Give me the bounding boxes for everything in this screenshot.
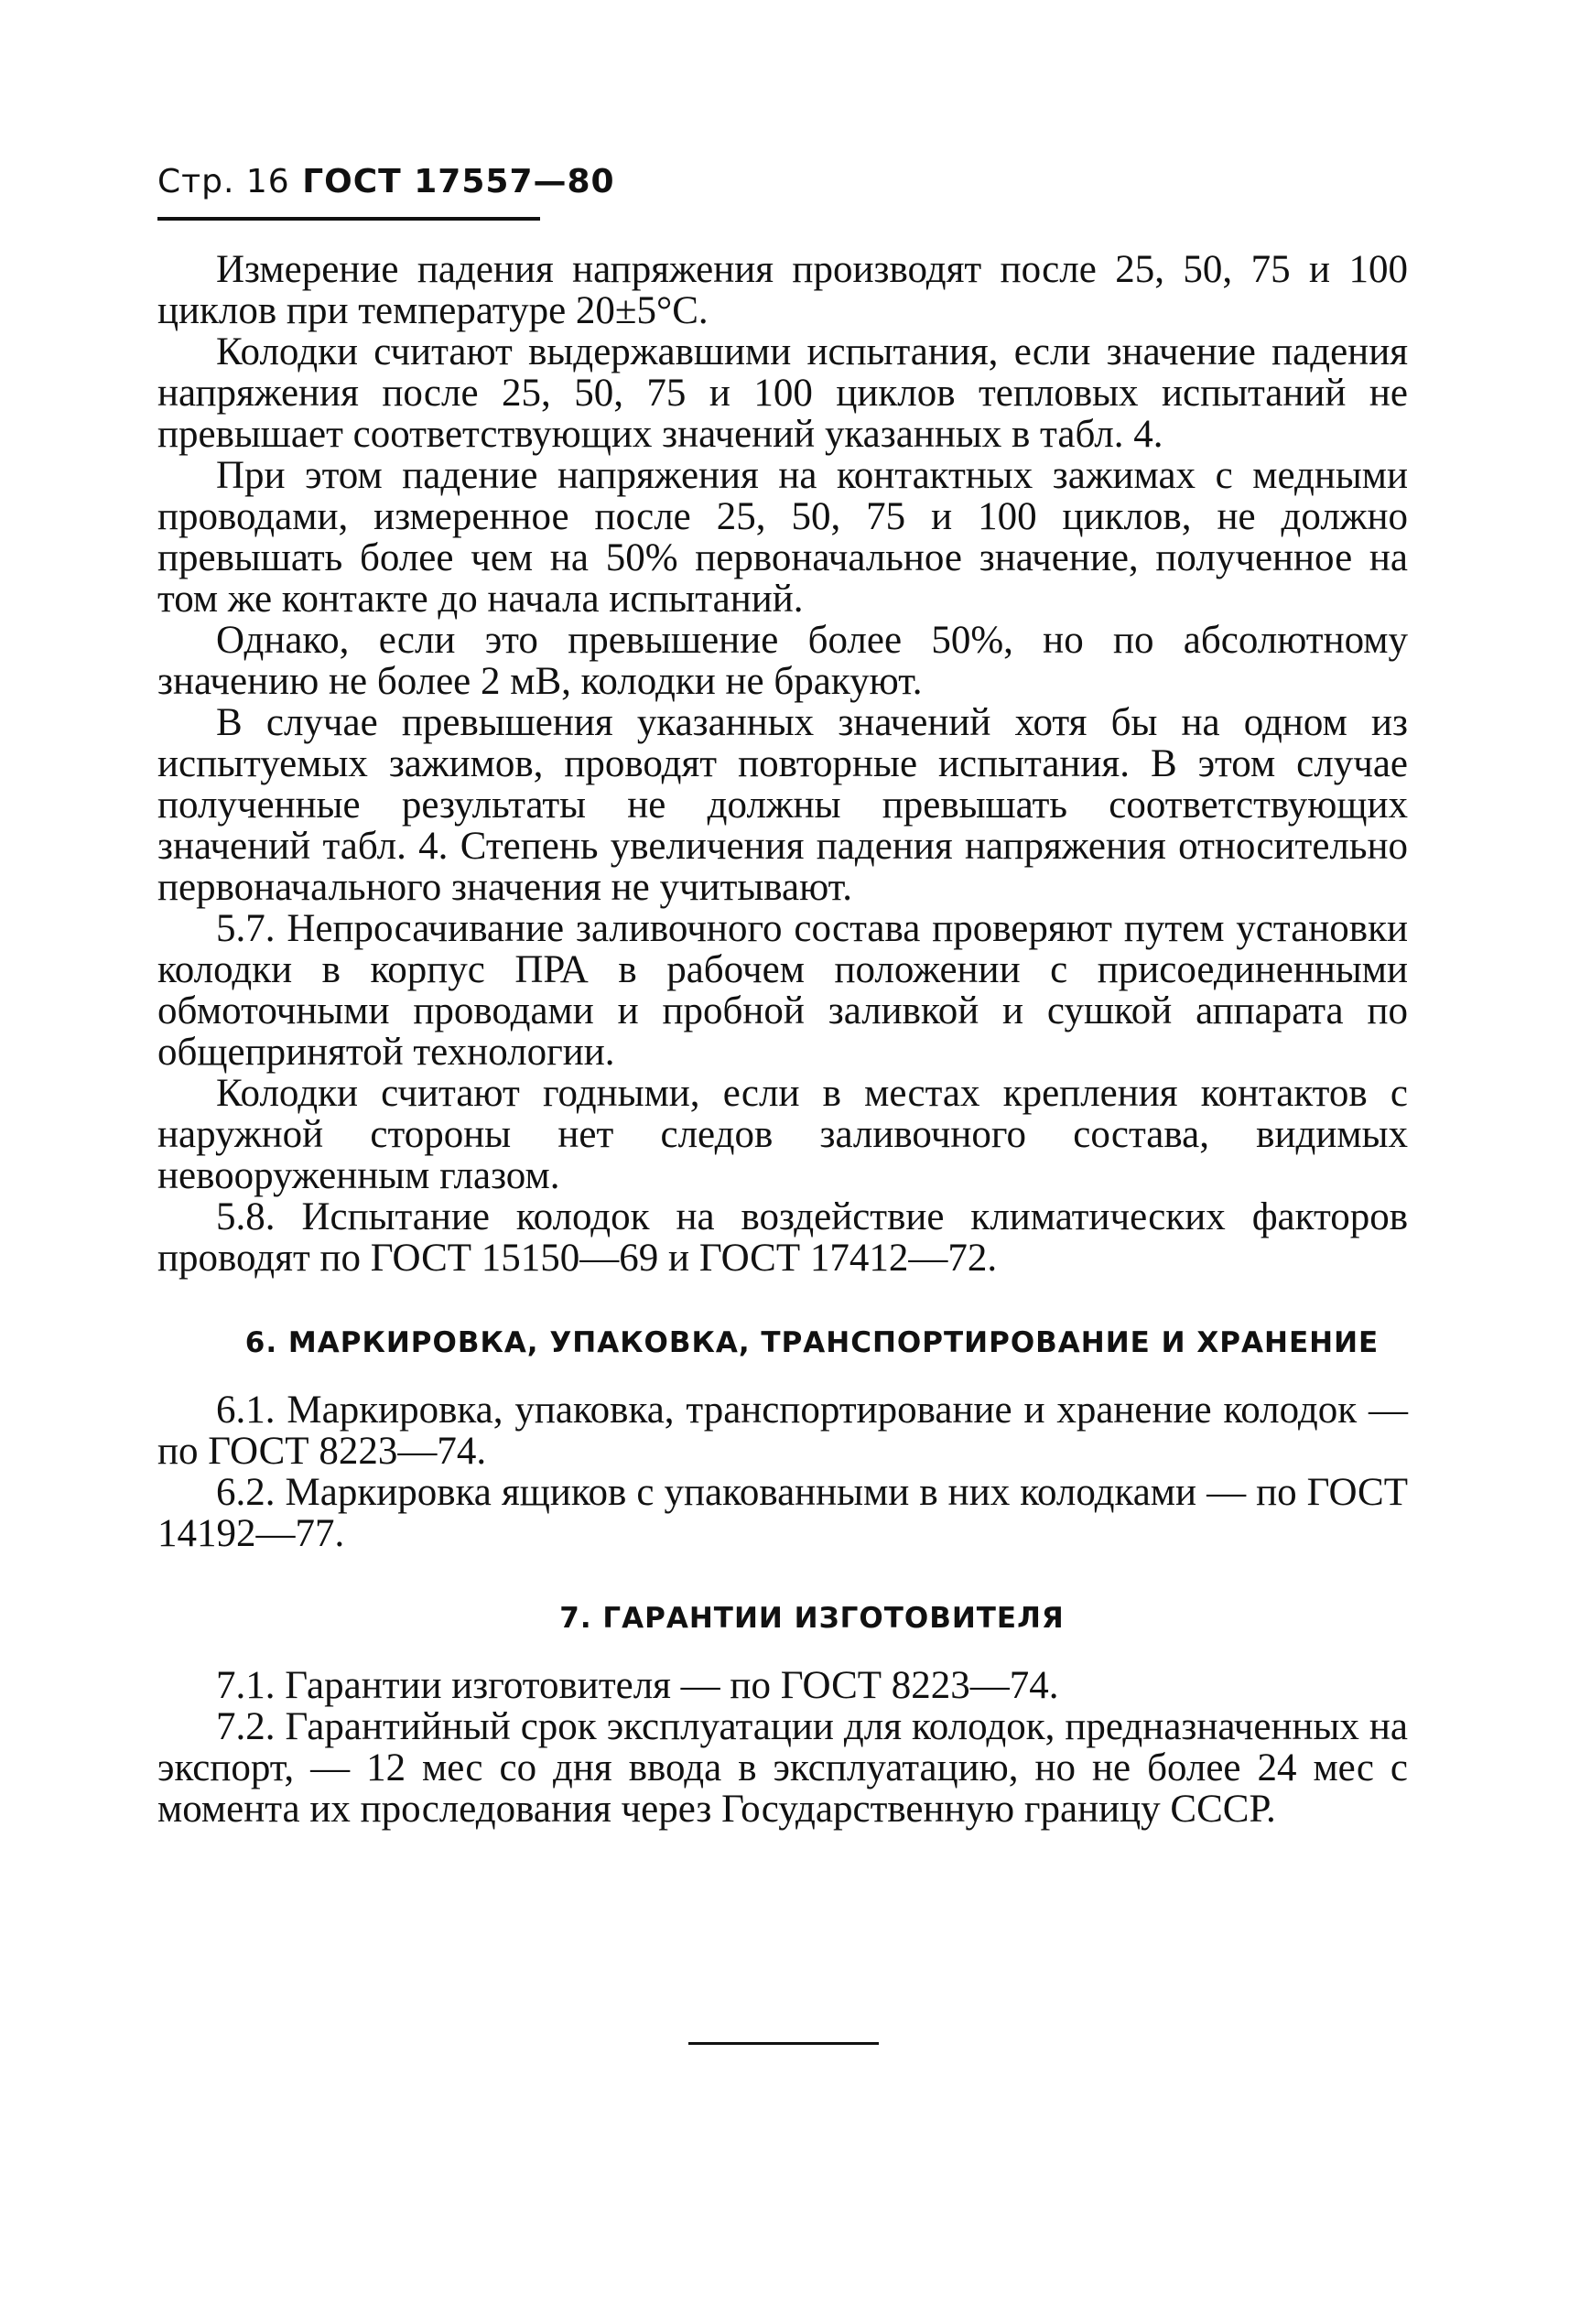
- page-number: Стр. 16: [157, 163, 290, 200]
- paragraph: 7.1. Гарантии изготовителя — по ГОСТ 8223—74.: [216, 1664, 1059, 1707]
- spacer: [157, 1279, 1408, 1323]
- paragraph: Колодки считают выдержавшими испытания, если значение падения напряжения после 25, 50, 75 и 100 циклов тепловых испытаний не превышает соответствующих значений указанных в табл. 4.: [157, 330, 1408, 456]
- paragraph: 6.2. Маркировка ящиков с упакованными в них колодками — по ГОСТ 14192—77.: [157, 1471, 1408, 1555]
- spacer: [157, 1554, 1408, 1598]
- end-rule: [688, 2042, 879, 2045]
- paragraph: 6.1. Маркировка, упаковка, транспортирование и хранение колодок — по ГОСТ 8223—74.: [157, 1389, 1408, 1473]
- paragraph: Измерение падения напряжения производят после 25, 50, 75 и 100 циклов при температуре 20±5°С.: [157, 248, 1408, 332]
- spacer: [157, 1364, 1408, 1389]
- paragraph: В случае превышения указанных значений хотя бы на одном из испытуемых зажимов, проводят повторные испытания. В этом случае полученные результаты не должны превышать соответствующих значений табл. 4. Степень увеличения падения напряжения относительно первоначального значения не учитывают.: [157, 701, 1408, 909]
- section-heading-marking: 6. МАРКИРОВКА, УПАКОВКА, ТРАНСПОРТИРОВАНИЕ И ХРАНЕНИЕ: [244, 1326, 1380, 1359]
- paragraph: При этом падение напряжения на контактных зажимах с медными проводами, измеренное после 25, 50, 75 и 100 циклов, не должно превышать более чем на 50% первоначальное значение, полученное на том же контакте до начала испытаний.: [157, 454, 1408, 621]
- spacer: [157, 1639, 1408, 1665]
- standard-code: ГОСТ 17557—80: [302, 163, 615, 200]
- page-header: [157, 163, 615, 200]
- document-body: [157, 249, 1408, 1830]
- section-heading-warranty: 7. ГАРАНТИИ ИЗГОТОВИТЕЛЯ: [559, 1602, 1065, 1635]
- paragraph: Однако, если это превышение более 50%, но по абсолютному значению не более 2 мВ, колодки не бракуют.: [157, 619, 1408, 703]
- paragraph: 5.7. Непросачивание заливочного состава проверяют путем установки колодки в корпус ПРА в рабочем положении с присоединенными обмоточными проводами и пробной заливкой и сушкой аппарата по общепринятой технологии.: [157, 907, 1408, 1074]
- paragraph: 5.8. Испытание колодок на воздействие климатических факторов проводят по ГОСТ 15150—69 и ГОСТ 17412—72.: [157, 1195, 1408, 1280]
- paragraph: Колодки считают годными, если в местах крепления контактов с наружной стороны нет следов заливочного состава, видимых невооруженным глазом.: [157, 1072, 1408, 1197]
- header-rule: [157, 217, 540, 221]
- paragraph: 7.2. Гарантийный срок эксплуатации для колодок, предназначенных на экспорт, — 12 мес со дня ввода в эксплуатацию, но не более 24 мес с момента их проследования через Государственную границу СССР.: [157, 1705, 1408, 1831]
